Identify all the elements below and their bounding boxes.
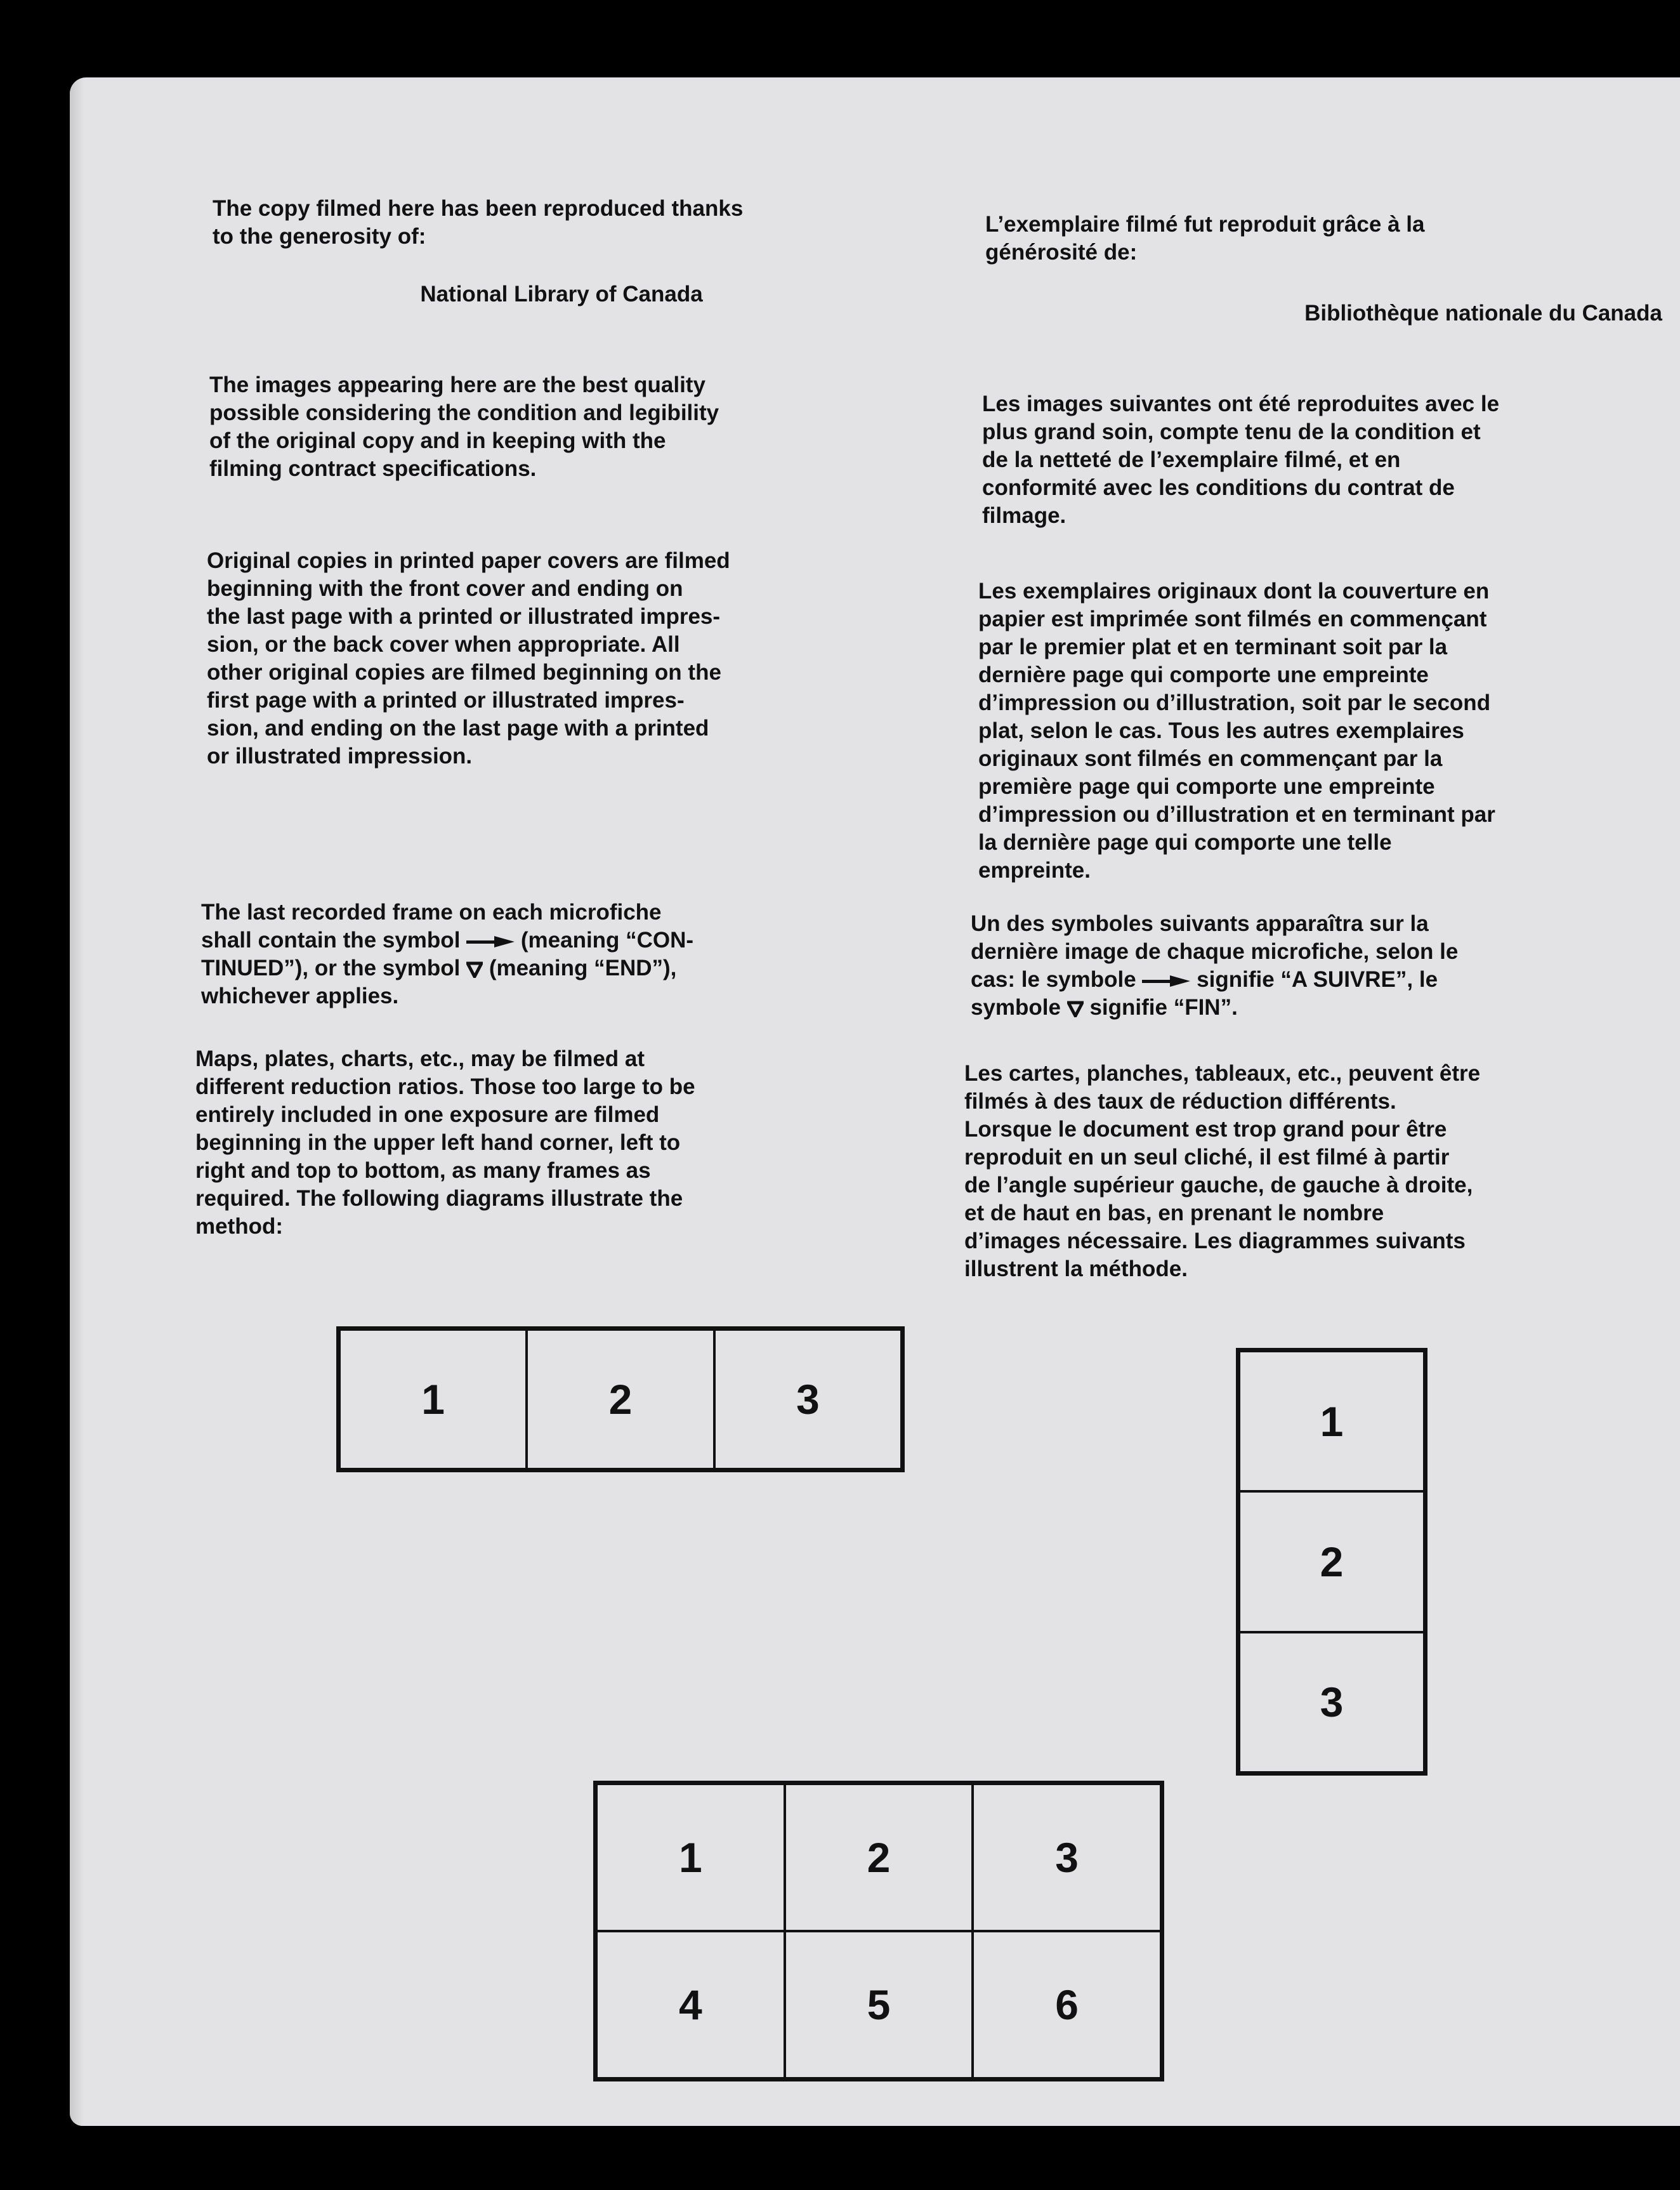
frame-cell: 2 [785,1784,973,1931]
continued-arrow-icon [466,936,515,947]
page [70,77,1680,2126]
frame-cell: 5 [785,1931,973,2078]
french-quality-paragraph: Les images suivantes ont été reproduites avec le plus grand soin, compte tenu de la condition et de la netteté de l’exemplaire filmé, et en conformité avec les conditions du contrat de filmage. [982,392,1500,528]
french-intro: L’exemplaire filmé fut reproduit grâce à la générosité de: [985,212,1425,265]
frame-cell: 3 [973,1784,1161,1931]
english-intro: The copy filmed here has been reproduced thanks to the generosity of: [213,196,744,249]
frame-cell: 2 [527,1329,714,1469]
french-symbols-text-2: signifie “A SUIVRE”, le symbole [971,967,1438,1020]
continued-arrow-icon [1142,975,1190,987]
french-maps-paragraph: Les cartes, planches, tableaux, etc., peuvent être filmés à des taux de réduction différents. Lorsque le document est trop grand pour être reproduit en un seul cliché, il est filmé à partir de l’angle supérieur gauche, de gauche à droite, et de haut en bas, en prenant le nombre d’images nécessaire. Les diagrammes suivants illustrent la méthode. [964,1061,1481,1281]
diagram-grid-of-six [593,1781,1164,2081]
french-symbols-paragraph [971,910,1675,1022]
end-triangle-icon [1067,1001,1084,1017]
diagram-row-of-three [336,1326,905,1472]
english-symbols-text-3: (meaning “END”), whichever applies. [201,956,677,1008]
frame-cell: 4 [596,1931,785,2078]
english-symbols-paragraph [201,899,899,1010]
english-quality-paragraph: The images appearing here are the best quality possible considering the condition and legibility of the original copy and in keeping with the filming contract specifications. [209,373,719,481]
frame-cell: 2 [1239,1491,1424,1632]
english-maps-paragraph: Maps, plates, charts, etc., may be filmed at different reduction ratios. Those too large to be entirely included in one exposure are filmed beginning in the upper left hand corner, left to right and top to bottom, as many frames as required. The following diagrams illustrate the method: [195,1046,695,1239]
english-symbols-text-1: The last recorded frame on each microfiche shall contain the symbol [201,900,662,953]
frame-cell: 3 [714,1329,902,1469]
french-institution: Bibliothèque nationale du Canada [1304,301,1662,326]
frame-cell: 3 [1239,1632,1424,1772]
frame-cell: 1 [1239,1351,1424,1491]
french-symbols-text-3: signifie “FIN”. [1083,995,1238,1020]
english-institution: National Library of Canada [420,282,703,307]
english-symbols-text-2: (meaning “CON- TINUED”), or the symbol [201,928,694,980]
french-symbols-text-1: Un des symboles suivants apparaîtra sur la dernière image de chaque microfiche, selon le cas: le symbole [971,911,1459,992]
frame-cell: 1 [339,1329,527,1469]
frame-cell: 1 [596,1784,785,1931]
french-originals-paragraph: Les exemplaires originaux dont la couverture en papier est imprimée sont filmés en commençant par le premier plat et en terminant soit par la dernière page qui comporte une empreinte d’impression ou d’illustration, soit par le second plat, selon le cas. Tous les autres exemplaires originaux sont filmés en commençant par la première page qui comporte une empreinte d’impression ou d’illustration et en terminant par la dernière page qui comporte une telle empreinte. [978,579,1495,883]
end-triangle-icon [466,961,483,978]
frame-cell: 6 [973,1931,1161,2078]
page-edge-shadow [70,77,84,2126]
english-originals-paragraph: Original copies in printed paper covers are filmed beginning with the front cover and ending on the last page with a printed or illustrated impres- sion, or the back cover when appropriate. All other original copies are filmed beginning on the first page with a printed or illustrated impres- sion, and ending on the last page with a printed or illustrated impression. [207,548,730,768]
diagram-column-of-three [1236,1348,1427,1776]
